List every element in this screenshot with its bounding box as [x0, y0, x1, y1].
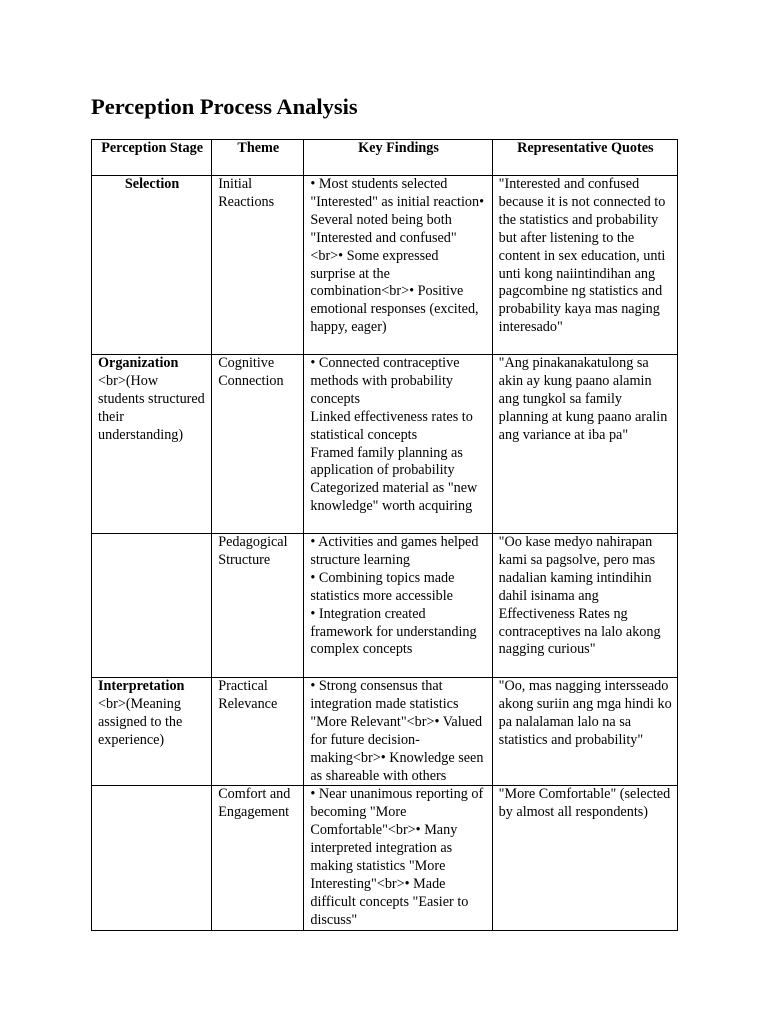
- header-theme: Theme: [212, 140, 304, 176]
- quotes-cell: "Ang pinakanakatulong sa akin ay kung paano alamin ang tungkol sa family planning at kung paano aralin ang variance at iba pa": [492, 355, 677, 534]
- header-perception-stage: Perception Stage: [92, 140, 212, 176]
- table-row: [92, 176, 678, 355]
- stage-cell: [92, 176, 212, 355]
- stage-description: <br>(How students structured their understanding): [98, 372, 205, 443]
- findings-cell: [304, 534, 492, 678]
- stage-name: Selection: [124, 176, 180, 192]
- findings-cell: [304, 355, 492, 534]
- findings-text: • Most students selected "Interested" as initial reaction• Several noted being both "Interested and confused"<br>• Some expressed surprise at the combination<br>• Positive emotional responses (excited, happy, eager): [310, 176, 485, 336]
- quotes-cell: "More Comfortable" (selected by almost all respondents): [492, 786, 677, 930]
- table-header-row: [92, 140, 678, 176]
- theme-cell: Cognitive Connection: [212, 355, 304, 534]
- table-row: [92, 355, 678, 534]
- quotes-cell: "Oo kase medyo nahirapan kami sa pagsolve, pero mas nadalian kaming intindihin dahil isinama ang Effectiveness Rates ng contraceptives na lalo akong nagging curious": [492, 534, 677, 678]
- quotes-cell: "Interested and confused because it is not connected to the statistics and probability but after listening to the content in sex education, unti unti kong naiintindihan ang pagcombine ng statistics and probability kaya mas naging interesado": [492, 176, 677, 355]
- findings-text: • Near unanimous reporting of becoming "More Comfortable"<br>• Many interpreted integration as making statistics "More Interesting"<br>• Made difficult concepts "Easier to discuss": [310, 786, 484, 928]
- table-row: [92, 534, 678, 678]
- findings-cell: [304, 678, 492, 786]
- findings-text: • Activities and games helped structure learning • Combining topics made statistics more accessible • Integration created framework for understanding complex concepts: [310, 534, 479, 658]
- findings-cell: [304, 176, 492, 355]
- findings-cell: [304, 786, 492, 930]
- document-title: Perception Process Analysis: [91, 94, 358, 119]
- findings-text: • Connected contraceptive methods with probability concepts Linked effectiveness rates to statistical concepts Framed family planning as application of probability Categorized material as "new knowledge" worth acquiring: [310, 355, 478, 515]
- stage-cell: [92, 786, 212, 930]
- stage-name: Interpretation: [98, 678, 185, 694]
- theme-cell: Practical Relevance: [212, 678, 304, 786]
- header-representative-quotes: Representative Quotes: [492, 140, 677, 176]
- perception-analysis-table: [91, 139, 678, 931]
- findings-text: • Strong consensus that integration made statistics "More Relevant"<br>• Valued for future decision-making<br>• Knowledge seen as shareable with others: [310, 678, 484, 784]
- table-row: [92, 678, 678, 786]
- theme-cell: Initial Reactions: [212, 176, 304, 355]
- table-row: [92, 786, 678, 930]
- stage-cell: [92, 678, 212, 786]
- stage-name: Organization: [98, 355, 179, 371]
- stage-cell: [92, 355, 212, 534]
- stage-cell: [92, 534, 212, 678]
- theme-cell: Comfort and Engagement: [212, 786, 304, 930]
- stage-description: <br>(Meaning assigned to the experience): [98, 695, 183, 748]
- quotes-cell: "Oo, mas nagging intersseado akong suriin ang mga hindi ko pa nalalaman lalo na sa statistics and probability": [492, 678, 677, 786]
- theme-cell: Pedagogical Structure: [212, 534, 304, 678]
- header-key-findings: Key Findings: [304, 140, 492, 176]
